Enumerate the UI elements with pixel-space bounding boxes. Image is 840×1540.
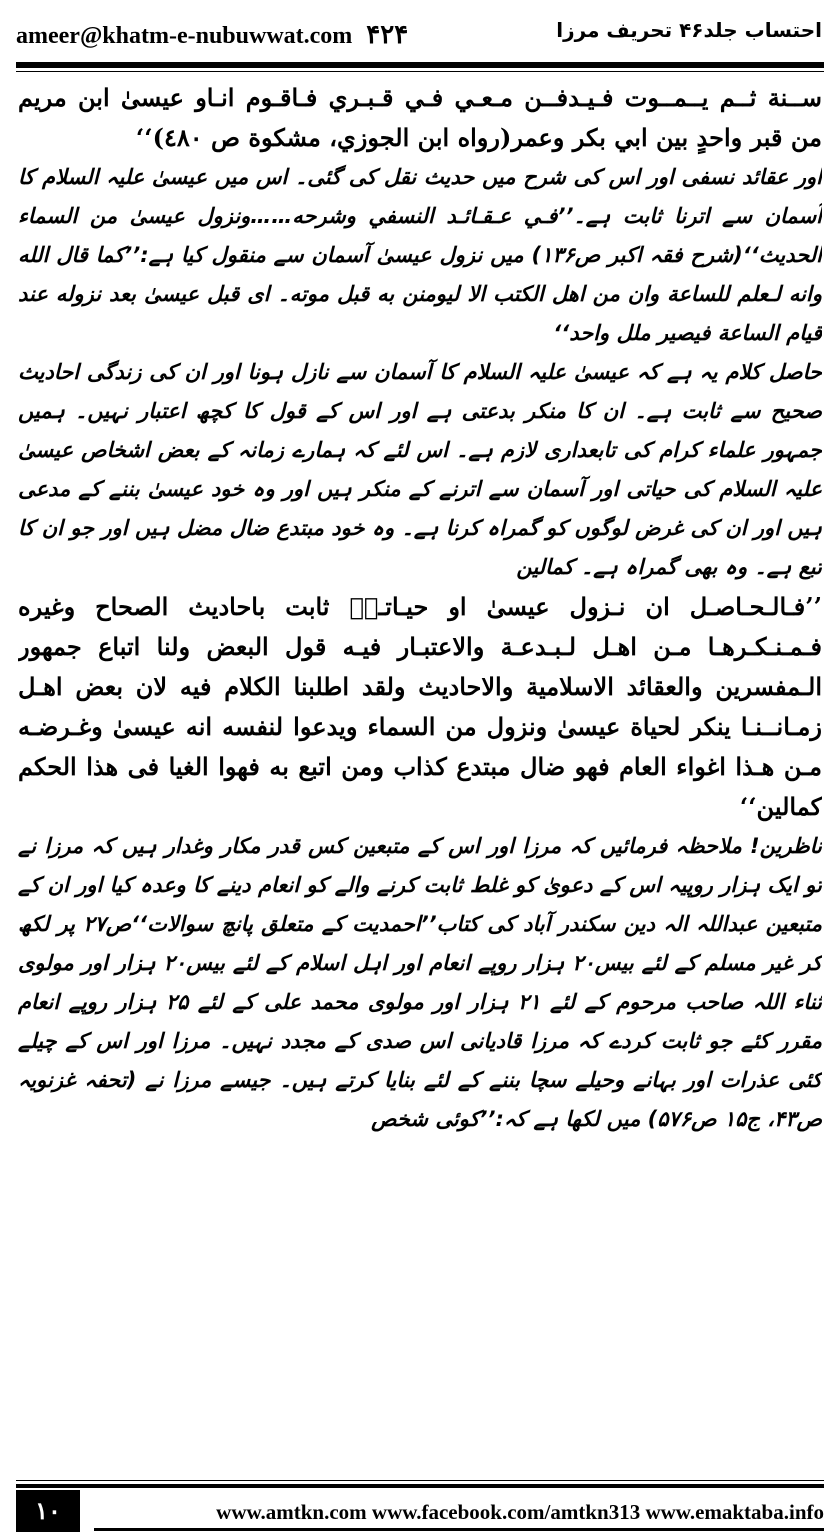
page-header (0, 0, 840, 62)
footer-page-number: ۱۰ (16, 1490, 80, 1532)
header-page-number: ۴۲۴ (366, 20, 409, 49)
paragraph-kamalain-quote: ’’فـالـحـاصـل ان نـزول عيسىٰ او حيـاتـهٖ ثابت باحاديث الصحاح وغيره فـمـنـكـرهـا مـن اهـل لـبـدعـة والاعتبـار فيـه قول البعض ولنا اتباع جمهور الـمفسرين والعقائد الاسلامية والاحاديث ولقد اطلبنا الكلام فيه لان بعض اهـل زمـانــنـا ينكر لحياة عيسىٰ ونزول من السماء ويدعوا لنفسه انه عيسىٰ وغـرضـه مـن هـذا اغواء العام فهو ضال مبتدع كذاب ومن اتبع به فهوا الغيا فى هذا الحكم كمالين‘‘ (18, 592, 822, 821)
paragraph-arabic-hadith: ســنة ثــم يــمــوت فـيـدفــن مـعـي فـي قـبـري فـاقـوم انـاو عيسىٰ ابن مريم من قبر واحدٍ بين ابي بكر وعمر(رواه ابن الجوزي، مشكوة ص ٤٨٠)‘‘ (18, 83, 822, 152)
paragraph-nazireen: ناظرین! ملاحظہ فرمائیں کہ مرزا اور اس کے متبعین کس قدر مکار وغدار ہیں کہ مرزا نے تو ایک ہزار روپیہ اس کے دعویٰ کو غلط ثابت کرنے والے کو انعام دینے کا وعدہ کیا اور ان کے متبعین عبداللہ الہ دین سکندر آباد کی کتاب’’احمدیت کے متعلق پانچ سوالات‘‘ص۲۷ پر لکھ کر غیر مسلم کے لئے بیس۲۰ ہزار روپے انعام اور اہل اسلام کے لئے بیس۲۰ ہزار اور مولوی ثناء اللہ صاحب مرحوم کے لئے ۲۱ ہزار اور مولوی محمد علی کے لئے ۲۵ ہزار روپے انعام مقرر کئے جو ثابت کردے کہ مرزا قادیانی اس صدی کے مجدد نہیں۔ مرزا اور اس کے چیلے کئی عذرات اور بہانے وحیلے سچا بننے کے لئے بنایا کرتے ہیں۔ جیسے مرزا نے (تحفہ غزنویہ ص۴۳، ج۱۵ ص۵۷۶) میں لکھا ہے کہ:’’کوئی شخص (18, 834, 822, 1131)
paragraph-summary: حاصل کلام یہ ہے کہ عیسیٰ علیہ السلام کا آسمان سے نازل ہونا اور ان کی زندگی احادیث صحیح سے ثابت ہے۔ ان کا منکر بدعتی ہے اور اس کے قول کا کچھ اعتبار نہیں۔ ہمیں جمہور علماء کرام کی تابعداری لازم ہے۔ اس لئے کہ ہمارے زمانہ کے بعض اشخاص عیسیٰ علیہ السلام کی حیاتی اور آسمان سے اترنے کے منکر ہیں اور وہ خود عیسیٰ بننے کے مدعی ہیں اور ان کی غرض لوگوں کو گمراہ کرنا ہے۔ وہ خود مبتدع ضال مضل ہیں اور جو ان کا تبع ہے۔ وہ بھی گمراہ ہے۔ کمالین (18, 360, 822, 579)
header-book-title: احتساب جلد۴۶ تحریف مرزا (556, 18, 822, 42)
footer-links-underline (94, 1528, 824, 1531)
footer-links: www.amtkn.com www.facebook.com/amtkn313 www.emaktaba.info (216, 1500, 824, 1524)
header-rule-thin (16, 71, 824, 72)
paragraph-aqaid-nasafi: اور عقائد نسفی اور اس کی شرح میں حدیث نقل کی گئی۔ اس میں عیسیٰ علیہ السلام کا آسمان سے اترنا ثابت ہے۔’’فـي عـقـائـد النسفي وشرحه……ونزول عيسىٰ من السماء الحديث‘‘(شرح فقہ اکبر ص۱۳۶) میں نزول عیسیٰ آسمان سے منقول کیا ہے:’’كما قال الله وانه لـعلم للساعة وان من اهل الكتب الا ليومنن به قبل موته۔ اى قبل عيسىٰ بعد نزوله عند قيام الساعة فيصير ملل واحد‘‘ (18, 165, 822, 345)
footer-rule-thick (16, 1484, 824, 1488)
page-body (18, 78, 822, 1468)
page-footer (0, 1478, 840, 1540)
header-rule-thick (16, 62, 824, 68)
header-left (16, 20, 408, 50)
header-email: ameer@khatm-e-nubuwwat.com (16, 23, 353, 49)
footer-rule-thin (16, 1480, 824, 1481)
